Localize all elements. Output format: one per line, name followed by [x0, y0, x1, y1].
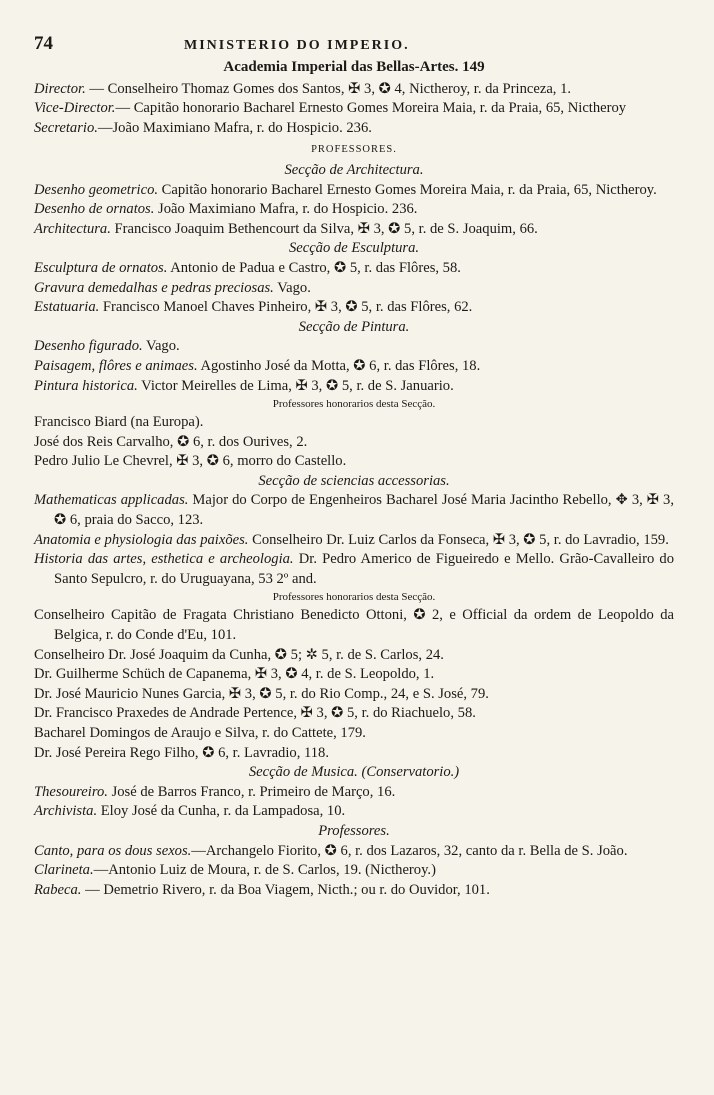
role-label: Desenho geometrico. [34, 181, 159, 198]
role-label: Pintura historica. [34, 377, 138, 394]
list-item [34, 279, 674, 299]
list-item [34, 802, 674, 822]
entry-text: — Capitão honorario Bacharel Ernesto Gomes Moreira Maia, r. da Praia, 65, Nictheroy [115, 100, 627, 117]
honorary-professors-heading: Professores honorarios desta Secção. [272, 398, 436, 411]
entry-text: Antonio de Padua e Castro, ✪ 5, r. das Flôres, 58. [167, 259, 461, 276]
entry-text: José de Barros Franco, r. Primeiro de Março, 16. [107, 783, 396, 800]
list-item [34, 842, 674, 862]
role-label: Vice-Director. [34, 100, 116, 117]
running-title: MINISTERIO DO IMPERIO. [184, 38, 410, 53]
role-label: Esculptura de ornatos. [34, 259, 168, 276]
section-sculpture-heading: Secção de Esculptura. [288, 240, 420, 257]
list-item [34, 298, 674, 318]
list-item: Dr. José Pereira Rego Filho, ✪ 6, r. Lavradio, 118. [34, 744, 330, 761]
entry-text: João Maximiano Mafra, r. do Hospicio. 236. [154, 201, 418, 218]
entry-text: —Antonio Luiz de Moura, r. de S. Carlos, 19. (Nictheroy.) [93, 862, 436, 879]
entry-text: Eloy José da Cunha, r. da Lampadosa, 10. [97, 803, 346, 820]
role-label: Architectura. [34, 220, 111, 237]
role-label: Secretario. [34, 119, 98, 136]
role-label: Paisagem, flôres e animaes. [34, 357, 198, 374]
entry-vice-director [34, 99, 674, 119]
entry-text: Vago. [273, 279, 311, 296]
section-sciences-heading: Secção de sciencias accessorias. [258, 472, 450, 489]
role-label: Desenho de ornatos. [34, 201, 155, 218]
list-item [34, 259, 674, 279]
list-item [34, 550, 674, 589]
list-item: Dr. José Mauricio Nunes Garcia, ✠ 3, ✪ 5, r. do Rio Comp., 24, e S. José, 79. [34, 685, 489, 702]
entry-text: Francisco Manoel Chaves Pinheiro, ✠ 3, ✪ 5, r. das Flôres, 62. [99, 299, 473, 316]
list-item: Bacharel Domingos de Araujo e Silva, r. do Cattete, 179. [34, 725, 366, 741]
list-item [34, 181, 674, 201]
list-item [34, 881, 674, 901]
role-label: Canto, para os dous sexos. [34, 842, 192, 859]
entry-text: Conselheiro Dr. Luiz Carlos da Fonseca, ✠ 3, ✪ 5, r. do Lavradio, 159. [248, 531, 669, 548]
professors-heading: PROFESSORES. [311, 144, 397, 156]
list-item [34, 200, 674, 220]
list-item [34, 531, 674, 551]
list-item: Pedro Julio Le Chevrel, ✠ 3, ✪ 6, morro do Castello. [34, 453, 347, 470]
role-label: Thesoureiro. [34, 783, 108, 800]
list-item [34, 491, 674, 530]
role-label: Desenho figurado. [34, 338, 143, 355]
role-label: Historia das artes, esthetica e archeologia. [34, 551, 294, 568]
music-professors-heading: Professores. [318, 822, 390, 839]
entry-text: Agostinho José da Motta, ✪ 6, r. das Flôres, 18. [197, 357, 481, 374]
section-architecture-heading: Secção de Architectura. [284, 161, 424, 178]
entry-text: Francisco Joaquim Bethencourt da Silva, ✠ 3, ✪ 5, r. de S. Joaquim, 66. [110, 220, 538, 237]
entry-secretary [34, 119, 674, 139]
list-item: Conselheiro Capitão de Fragata Christiano Benedicto Ottoni, ✪ 2, e Official da ordem de Leopoldo da Belgica, r. do Conde d'Eu, 101. [34, 607, 674, 644]
list-item: Francisco Biard (na Europa). [34, 414, 204, 431]
role-label: Clarineta. [34, 862, 94, 879]
entry-text: —João Maximiano Mafra, r. do Hospicio. 236. [97, 119, 372, 136]
entry-text: — Demetrio Rivero, r. da Boa Viagem, Nicth.; ou r. do Ouvidor, 101. [81, 881, 490, 898]
list-item [34, 220, 674, 240]
entry-text: —Archangelo Fiorito, ✪ 6, r. dos Lazaros, 32, canto da r. Bella de S. João. [191, 842, 628, 859]
role-label: Director. [34, 80, 86, 97]
entry-text: — Conselheiro Thomaz Gomes dos Santos, ✠ 3, ✪ 4, Nictheroy, r. da Princeza, 1. [85, 80, 572, 97]
list-item [34, 337, 674, 357]
entry-text: Capitão honorario Bacharel Ernesto Gomes Moreira Maia, r. da Praia, 65, Nictheroy. [158, 181, 657, 198]
running-header [34, 34, 674, 56]
section-painting-heading: Secção de Pintura. [298, 318, 410, 335]
entry-director [34, 80, 674, 100]
institution-heading: Academia Imperial das Bellas-Artes. 149 [223, 59, 485, 75]
role-label: Archivista. [34, 803, 98, 820]
entry-text: Victor Meirelles de Lima, ✠ 3, ✪ 5, r. de S. Januario. [137, 377, 454, 394]
role-label: Anatomia e physiologia das paixões. [34, 531, 249, 548]
list-item: José dos Reis Carvalho, ✪ 6, r. dos Ourives, 2. [34, 433, 308, 450]
list-item [34, 861, 674, 881]
section-music-heading: Secção de Musica. (Conservatorio.) [248, 764, 460, 781]
page-number: 74 [34, 33, 53, 54]
entry-text: Dr. Pedro Americo de Figueiredo e Mello. Grão-Cavalleiro do Santo Sepulcro, r. do Uruguayana, 53 2º and. [54, 551, 675, 587]
role-label: Rabeca. [34, 881, 82, 898]
entry-text: Major do Corpo de Engenheiros Bacharel José Maria Jacintho Rebello, ✥ 3, ✠ 3, ✪ 6, praia do Sacco, 123. [54, 492, 674, 529]
list-item: Dr. Francisco Praxedes de Andrade Pertence, ✠ 3, ✪ 5, r. do Riachuelo, 58. [34, 705, 476, 722]
list-item: Conselheiro Dr. José Joaquim da Cunha, ✪ 5; ✲ 5, r. de S. Carlos, 24. [34, 646, 444, 663]
list-item: Dr. Guilherme Schüch de Capanema, ✠ 3, ✪ 4, r. de S. Leopoldo, 1. [34, 666, 435, 683]
honorary-professors-heading: Professores honorarios desta Secção. [272, 591, 436, 604]
role-label: Estatuaria. [34, 299, 100, 316]
list-item [34, 377, 674, 397]
role-label: Mathematicas applicadas. [34, 492, 189, 509]
entry-text: Vago. [142, 338, 180, 355]
role-label: Gravura demedalhas e pedras preciosas. [34, 279, 274, 296]
list-item [34, 783, 674, 803]
list-item [34, 357, 674, 377]
